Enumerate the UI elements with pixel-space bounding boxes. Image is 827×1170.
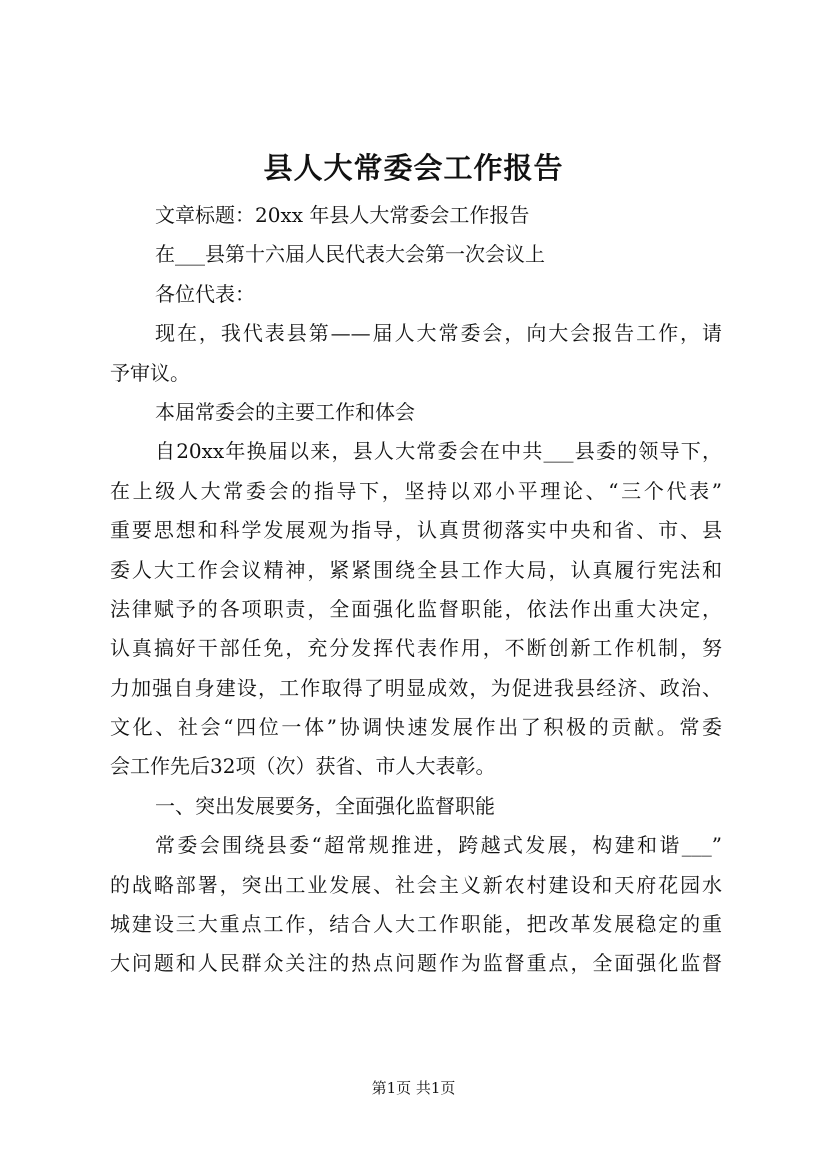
body-text-line: 认真搞好干部任免，充分发挥代表作用，不断创新工作机制，努	[110, 636, 722, 661]
body-text-line: 会工作先后32项（次）获省、市人大表彰。	[110, 754, 496, 779]
body-text-line: 文化、社会“四位一体”协调快速发展作出了积极的贡献。常委	[110, 715, 722, 740]
body-text-line: 城建设三大重点工作，结合人大工作职能，把改革发展稳定的重	[110, 912, 722, 937]
body-text-line: 在___县第十六届人民代表大会第一次会议上	[155, 242, 545, 267]
body-text-line: 自20xx年换届以来，县人大常委会在中共___县委的领导下，	[155, 439, 722, 464]
body-text-line: 法律赋予的各项职责，全面强化监督职能，依法作出重大决定，	[110, 596, 722, 621]
body-text-line: 委人大工作会议精神，紧紧围绕全县工作大局，认真履行宪法和	[110, 557, 722, 582]
body-text-line: 常委会围绕县委“超常规推进，跨越式发展，构建和谐___”	[155, 833, 722, 858]
document-body	[110, 196, 722, 984]
body-text-line: 各位代表：	[155, 281, 255, 306]
body-text-line: 在上级人大常委会的指导下，坚持以邓小平理论、“三个代表”	[110, 478, 722, 503]
page-footer: 第1页 共1页	[371, 1079, 456, 1097]
body-text-line: 的战略部署，突出工业发展、社会主义新农村建设和天府花园水	[110, 872, 722, 897]
body-text-line: 一、突出发展要务，全面强化监督职能	[155, 793, 495, 818]
body-text-line: 大问题和人民群众关注的热点问题作为监督重点，全面强化监督	[110, 951, 722, 976]
body-text-line: 现在，我代表县第——届人大常委会，向大会报告工作，请	[155, 321, 722, 346]
body-text-line: 力加强自身建设，工作取得了明显成效，为促进我县经济、政治、	[110, 675, 722, 700]
document-title: 县人大常委会工作报告	[263, 151, 564, 185]
body-text-line: 重要思想和科学发展观为指导，认真贯彻落实中央和省、市、县	[110, 518, 722, 543]
body-text-line: 本届常委会的主要工作和体会	[155, 399, 415, 424]
body-text-line: 予审议。	[110, 360, 190, 385]
body-text-line: 文章标题：20xx 年县人大常委会工作报告	[155, 203, 530, 227]
